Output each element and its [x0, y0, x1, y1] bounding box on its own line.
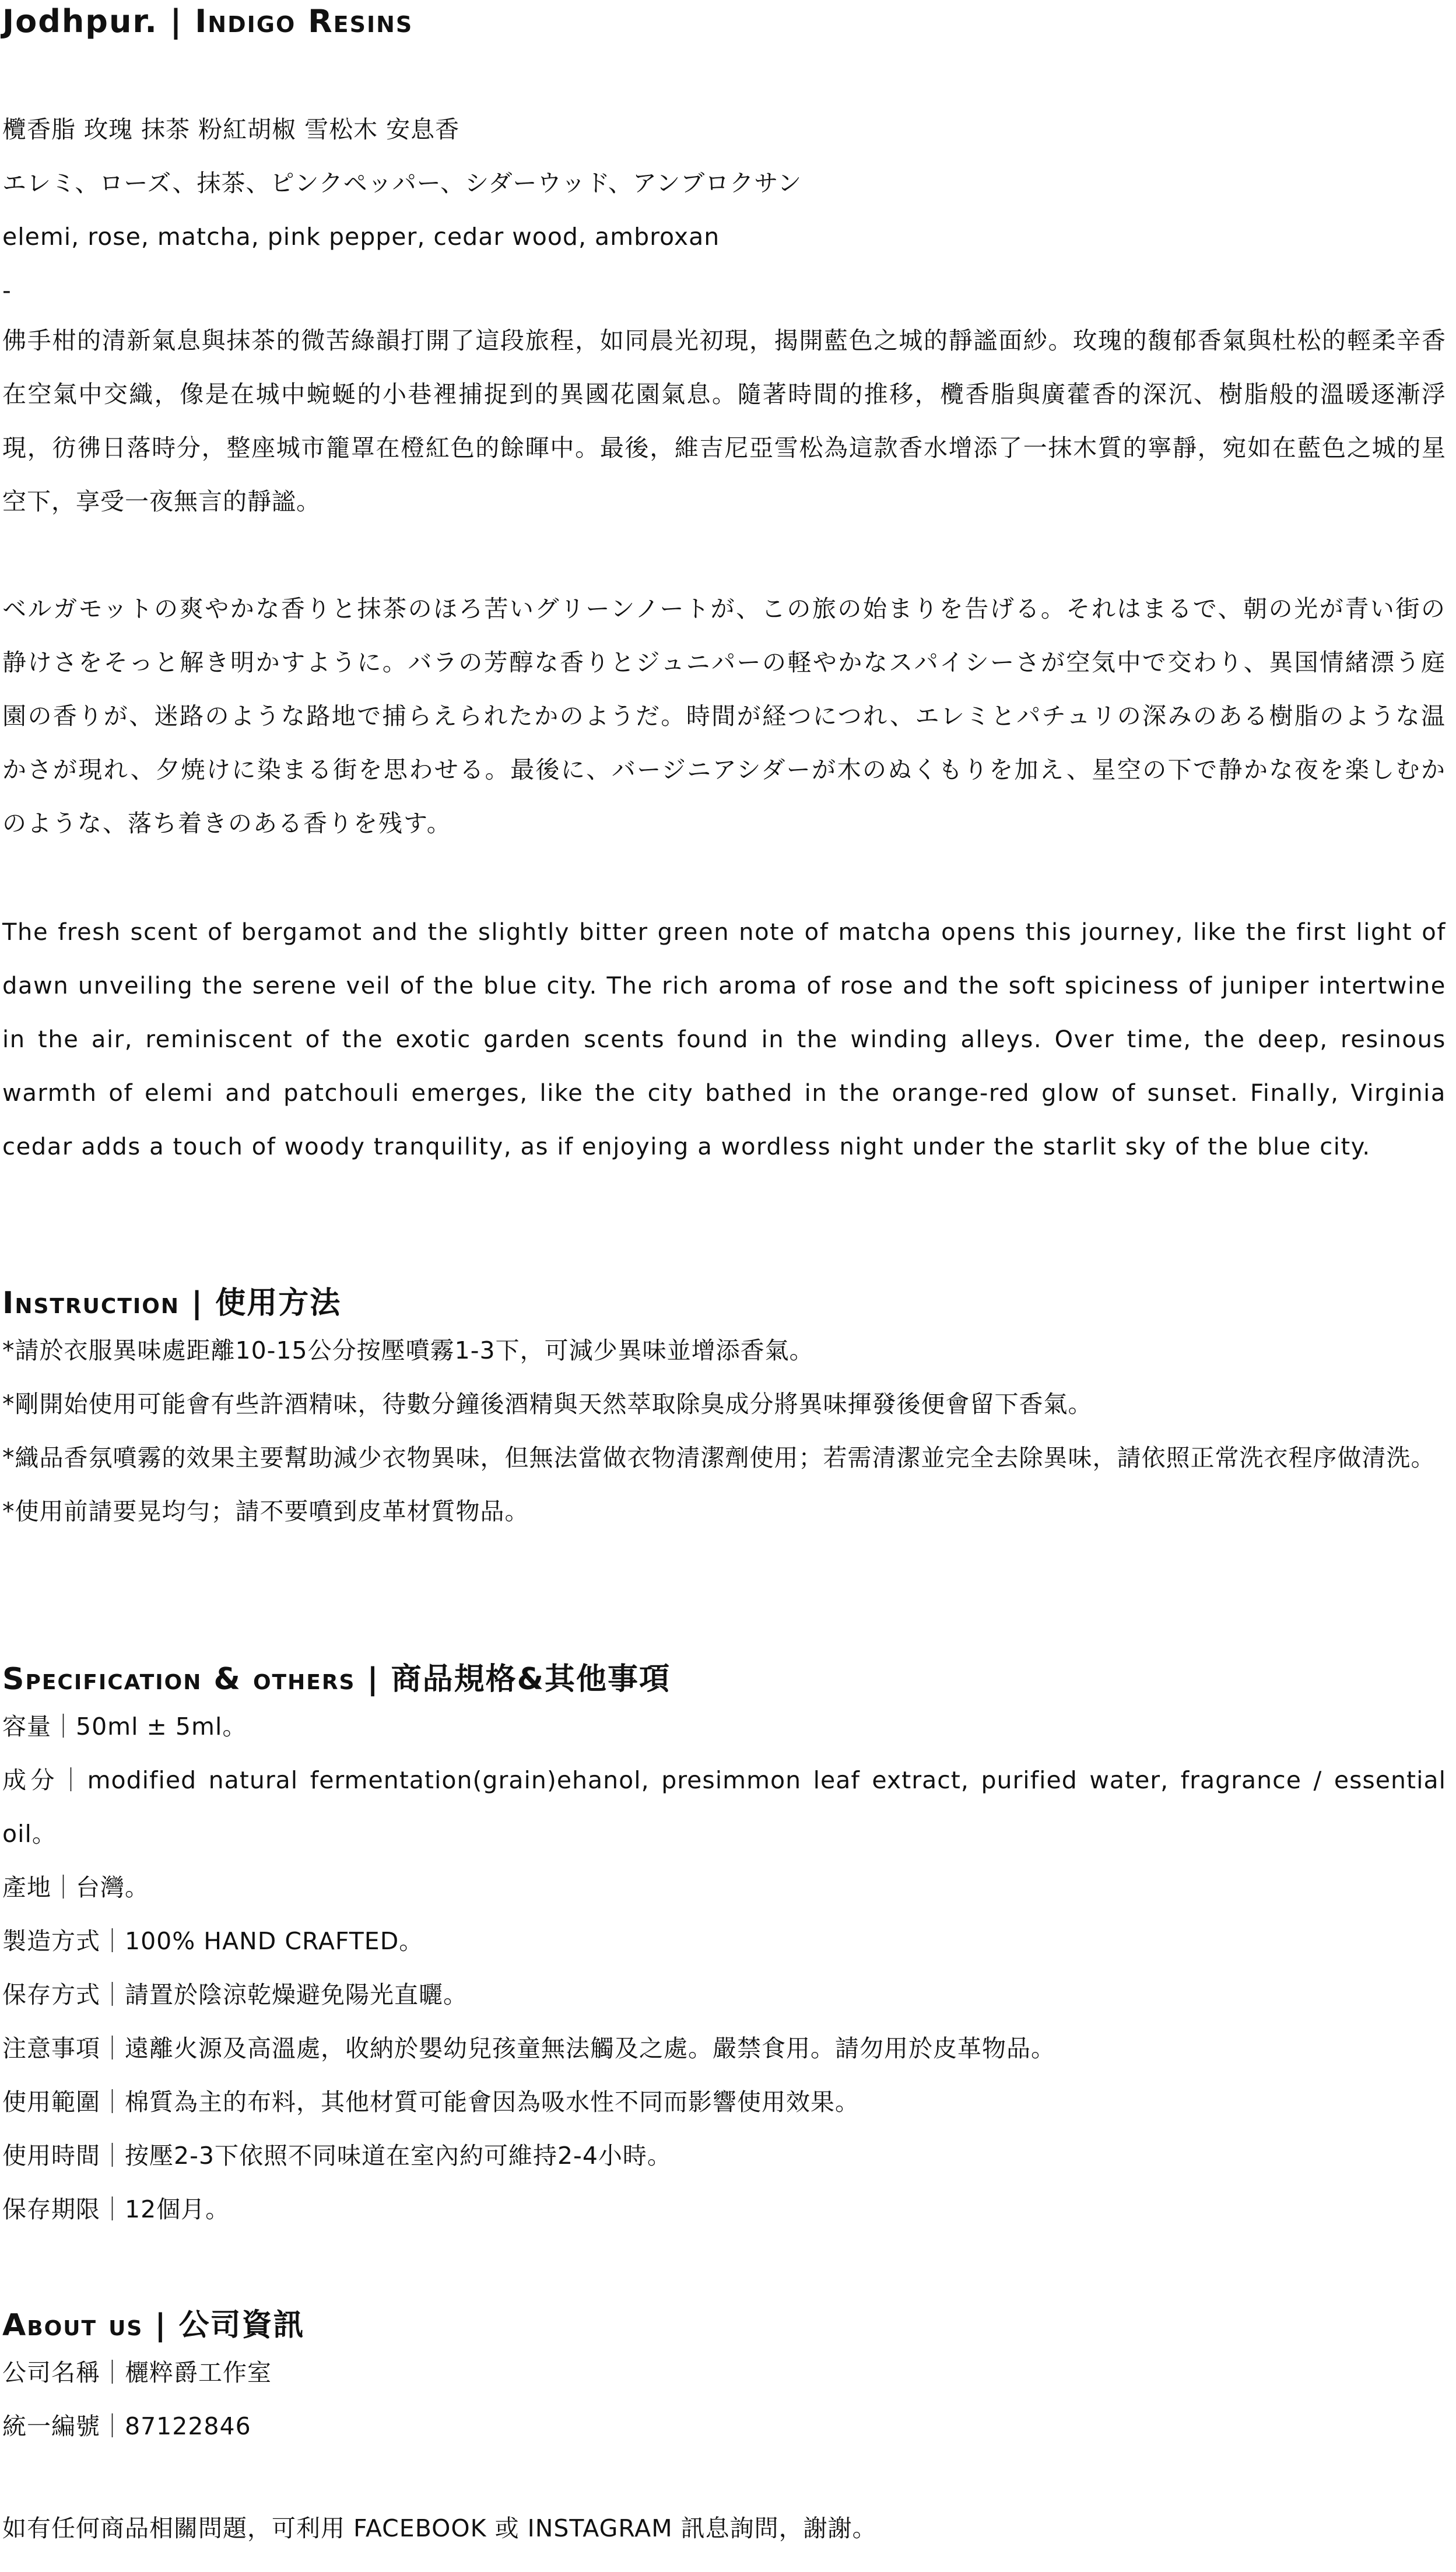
brand-name: Jodhpur.	[2, 3, 158, 40]
description-zh: 佛手柑的清新氣息與抹茶的微苦綠韻打開了這段旅程，如同晨光初現，揭開藍色之城的靜謐面紗。玫瑰的馥郁香氣與杜松的輕柔辛香在空氣中交織，像是在城中蜿蜒的小巷裡捕捉到的異國花園氣息。隨著時間的推移，欖香脂與廣藿香的深沉、樹脂般的溫暖逐漸浮現，彷彿日落時分，整座城市籠罩在橙紅色的餘暉中。最後，維吉尼亞雪松為這款香水增添了一抹木質的寧靜，宛如在藍色之城的星空下，享受一夜無言的靜謐。	[2, 327, 1446, 515]
notes-list	[2, 103, 1446, 317]
spec-item-origin: 產地｜台灣。	[2, 1873, 149, 1901]
spec-item-shelf-life: 保存期限｜12個月。	[2, 2195, 230, 2223]
description-en: The fresh scent of bergamot and the slightly bitter green note of matcha opens this journey, like the first light of dawn unveiling the serene veil of the blue city. The rich aroma of rose and the soft spiciness of juniper intertwine in the air, reminiscent of the exotic garden scents found in the winding alleys. Over time, the deep, resinous warmth of elemi and patchouli emerges, like the city bathed in the orange-red glow of sunset. Finally, Virginia cedar adds a touch of woody tranquility, as if enjoying a wordless night under the starlit sky of the blue city.	[2, 919, 1446, 1160]
about-company-name: 公司名稱｜欐粹爵工作室	[2, 2359, 272, 2387]
about-section	[2, 2305, 1446, 2453]
spec-item-storage: 保存方式｜請置於陰涼乾燥避免陽光直曬。	[2, 1981, 468, 2009]
specification-section	[2, 1659, 1446, 2236]
notes-divider: -	[2, 276, 12, 304]
instruction-item: *剛開始使用可能會有些許酒精味，待數分鐘後酒精與天然萃取除臭成分將異味揮發後便會留下香氣。	[2, 1390, 1093, 1418]
about-tax-id: 統一編號｜87122846	[2, 2412, 251, 2440]
instruction-section	[2, 1283, 1446, 1538]
product-title	[2, 2, 413, 41]
specification-heading: Specification & others | 商品規格&其他事項	[2, 1662, 671, 1697]
spec-item-usage-scope: 使用範圍｜棉質為主的布料，其他材質可能會因為吸水性不同而影響使用效果。	[2, 2088, 859, 2116]
notes-en: elemi, rose, matcha, pink pepper, cedar wood, ambroxan	[2, 223, 720, 251]
about-heading: About us | 公司資訊	[2, 2308, 305, 2343]
title-separator: |	[170, 3, 183, 40]
instruction-heading: Instruction | 使用方法	[2, 1286, 342, 1321]
spec-item-manufacture: 製造方式｜100% HAND CRAFTED。	[2, 1927, 424, 1955]
notes-zh: 欖香脂 玫瑰 抹茶 粉紅胡椒 雪松木 安息香	[2, 115, 460, 143]
description-ja: ベルガモットの爽やかな香りと抹茶のほろ苦いグリーンノートが、この旅の始まりを告げる。それはまるで、朝の光が青い街の静けさをそっと解き明かすように。バラの芳醇な香りとジュニパーの軽やかなスパイシーさが空気中で交わり、異国情緒漂う庭園の香りが、迷路のような路地で捕らえられたかのようだ。時間が経つにつれ、エレミとパチュリの深みのある樹脂のような温かさが現れ、夕焼けに染まる街を思わせる。最後に、バージニアシダーが木のぬくもりを加え、星空の下で静かな夜を楽しむかのような、落ち着きのある香りを残す。	[2, 595, 1446, 837]
spec-item-duration: 使用時間｜按壓2-3下依照不同味道在室內約可維持2-4小時。	[2, 2142, 672, 2170]
instruction-item: *使用前請要晃均勻；請不要噴到皮革材質物品。	[2, 1497, 529, 1525]
product-name: Indigo Resins	[195, 3, 413, 40]
spec-item-ingredients: 成分｜modified natural fermentation(grain)ehanol, presimmon leaf extract, purified water, fragrance / essential oil。	[2, 1766, 1446, 1848]
spec-item-cautions: 注意事項｜遠離火源及高溫處，收納於嬰幼兒孩童無法觸及之處。嚴禁食用。請勿用於皮革物品。	[2, 2034, 1055, 2062]
spec-item-volume: 容量｜50ml ± 5ml。	[2, 1713, 247, 1741]
contact-note: 如有任何商品相關問題，可利用 FACEBOOK 或 INSTAGRAM 訊息詢問，謝謝。	[2, 2514, 877, 2542]
instruction-item: *織品香氛噴霧的效果主要幫助減少衣物異味，但無法當做衣物清潔劑使用；若需清潔並完全去除異味，請依照正常洗衣程序做清洗。	[2, 1444, 1436, 1472]
instruction-item: *請於衣服異味處距離10-15公分按壓噴霧1-3下，可減少異味並增添香氣。	[2, 1336, 814, 1364]
notes-ja: エレミ、ローズ、抹茶、ピンクペッパー、シダーウッド、アンブロクサン	[2, 169, 802, 197]
